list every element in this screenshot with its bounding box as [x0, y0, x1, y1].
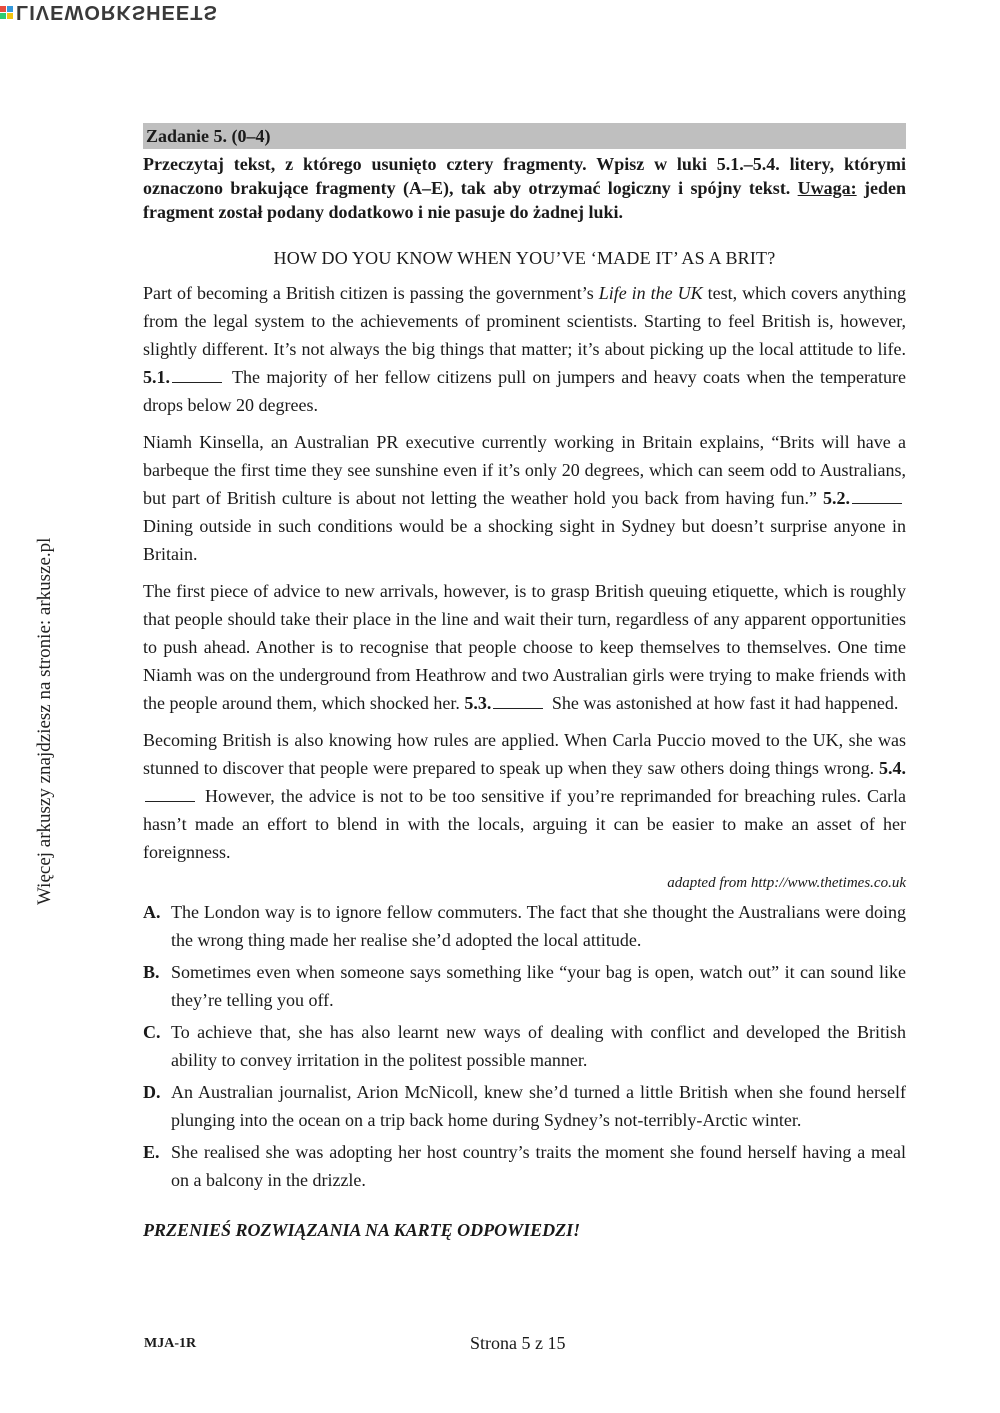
note-text: jeden fragment został podany dodatkowo i nie pasuje do żadnej luki.: [143, 178, 906, 222]
option-e: [143, 1138, 906, 1194]
article-paragraph-3: [143, 577, 906, 717]
option-letter: A.: [143, 902, 161, 922]
option-text: The London way is to ignore fellow commuters. The fact that she thought the Australians were doing the wrong thing made her realise she’d adopted the local attitude.: [171, 902, 906, 950]
logo-squares-icon: [0, 6, 13, 19]
gap-number-5-1: 5.1.: [143, 367, 170, 387]
gap-blank-5-1[interactable]: [172, 364, 222, 383]
exam-page-content: [143, 123, 906, 1241]
p1-text-b: test, which covers anything from the legal system to the achievements of prominent scientists. Starting to feel British is, however, slightly different. It’s not always the big things that matter; it’s about picking up the local attitude to life.: [143, 283, 906, 359]
option-text: An Australian journalist, Arion McNicoll, knew she’d turned a little British when she found herself plunging into the ocean on a trip back home during Sydney’s not-terribly-Arctic winter.: [171, 1082, 906, 1130]
option-letter: B.: [143, 962, 160, 982]
task-instructions: [143, 152, 906, 224]
p1-text-a: Part of becoming a British citizen is passing the government’s: [143, 283, 599, 303]
instructions-text: Przeczytaj tekst, z którego usunięto cztery fragmenty. Wpisz w luki 5.1.–5.4. litery, którymi oznaczono brakujące fragmenty (A–E), tak aby otrzymać logiczny i spójny tekst.: [143, 154, 906, 198]
option-letter: D.: [143, 1082, 161, 1102]
option-text: She realised she was adopting her host country’s traits the moment she found herself having a meal on a balcony in the drizzle.: [171, 1142, 906, 1190]
gap-blank-5-2[interactable]: [852, 485, 902, 504]
option-b: [143, 958, 906, 1014]
p3-text-b: She was astonished at how fast it had happened.: [547, 693, 899, 713]
article-title: HOW DO YOU KNOW WHEN YOU’VE ‘MADE IT’ AS A BRIT?: [273, 248, 776, 268]
p2-text-a: Niamh Kinsella, an Australian PR executive currently working in Britain explains, “Brits will have a barbeque the first time they see sunshine even if it’s only 20 degrees, which can seem odd to Australians, but part of British culture is about not letting the weather hold you back from having fun.”: [143, 432, 906, 508]
transfer-answers-note: PRZENIEŚ ROZWIĄZANIA NA KARTĘ ODPOWIEDZI!: [143, 1220, 581, 1240]
gap-number-5-4: 5.4.: [879, 758, 906, 778]
option-a: [143, 898, 906, 954]
article-paragraph-2: [143, 428, 906, 568]
article-source: adapted from http://www.thetimes.co.uk: [667, 875, 906, 891]
option-letter: E.: [143, 1142, 160, 1162]
gap-blank-5-4[interactable]: [145, 783, 195, 802]
gap-number-5-3: 5.3.: [464, 693, 492, 713]
article-paragraph-1: [143, 279, 906, 419]
p4-text-a: Becoming British is also knowing how rules are applied. When Carla Puccio moved to the UK, she was stunned to discover that people were prepared to speak up when they saw others doing things wrong.: [143, 730, 906, 778]
footer-page-number: Strona 5 z 15: [470, 1333, 566, 1353]
option-text: To achieve that, she has also learnt new ways of dealing with conflict and developed the British ability to convey irritation in the politest possible manner.: [171, 1022, 906, 1070]
option-c: [143, 1018, 906, 1074]
p1-italic-title: Life in the UK: [598, 283, 703, 303]
note-label: Uwaga:: [797, 178, 857, 198]
p2-text-b: Dining outside in such conditions would be a shocking sight in Sydney but doesn’t surprise anyone in Britain.: [143, 516, 906, 564]
p4-text-b: However, the advice is not to be too sensitive if you’re reprimanded for breaching rules. Carla hasn’t made an effort to blend in with the locals, arguing it can be easier to make an asset of her foreignness.: [143, 786, 906, 862]
gap-number-5-2: 5.2.: [823, 488, 850, 508]
sidebar-vertical-text: Więcej arkuszy znajdziesz na stronie: arkusze.pl: [34, 537, 55, 905]
options-list: [143, 898, 906, 1194]
option-letter: C.: [143, 1022, 161, 1042]
footer-exam-code: MJA-1R: [144, 1336, 197, 1351]
option-text: Sometimes even when someone says something like “your bag is open, watch out” it can sound like they’re telling you off.: [171, 962, 906, 1010]
task-header: Zadanie 5. (0–4): [143, 123, 906, 149]
logo-text: LIVEWORKSHEETS: [16, 1, 218, 23]
option-d: [143, 1078, 906, 1134]
liveworksheets-logo: [0, 0, 218, 24]
gap-blank-5-3[interactable]: [493, 690, 543, 709]
p1-text-c: The majority of her fellow citizens pull on jumpers and heavy coats when the temperature drops below 20 degrees.: [143, 367, 906, 415]
p3-text-a: The first piece of advice to new arrivals, however, is to grasp British queuing etiquette, which is roughly that people should take their place in the line and wait their turn, regardless of any apparent opportunities to push ahead. Another is to recognise that people choose to keep themselves to themselves. One time Niamh was on the underground from Heathrow and two Australian girls were trying to make friends with the people around them, which shocked her.: [143, 581, 906, 713]
article-paragraph-4: [143, 726, 906, 866]
